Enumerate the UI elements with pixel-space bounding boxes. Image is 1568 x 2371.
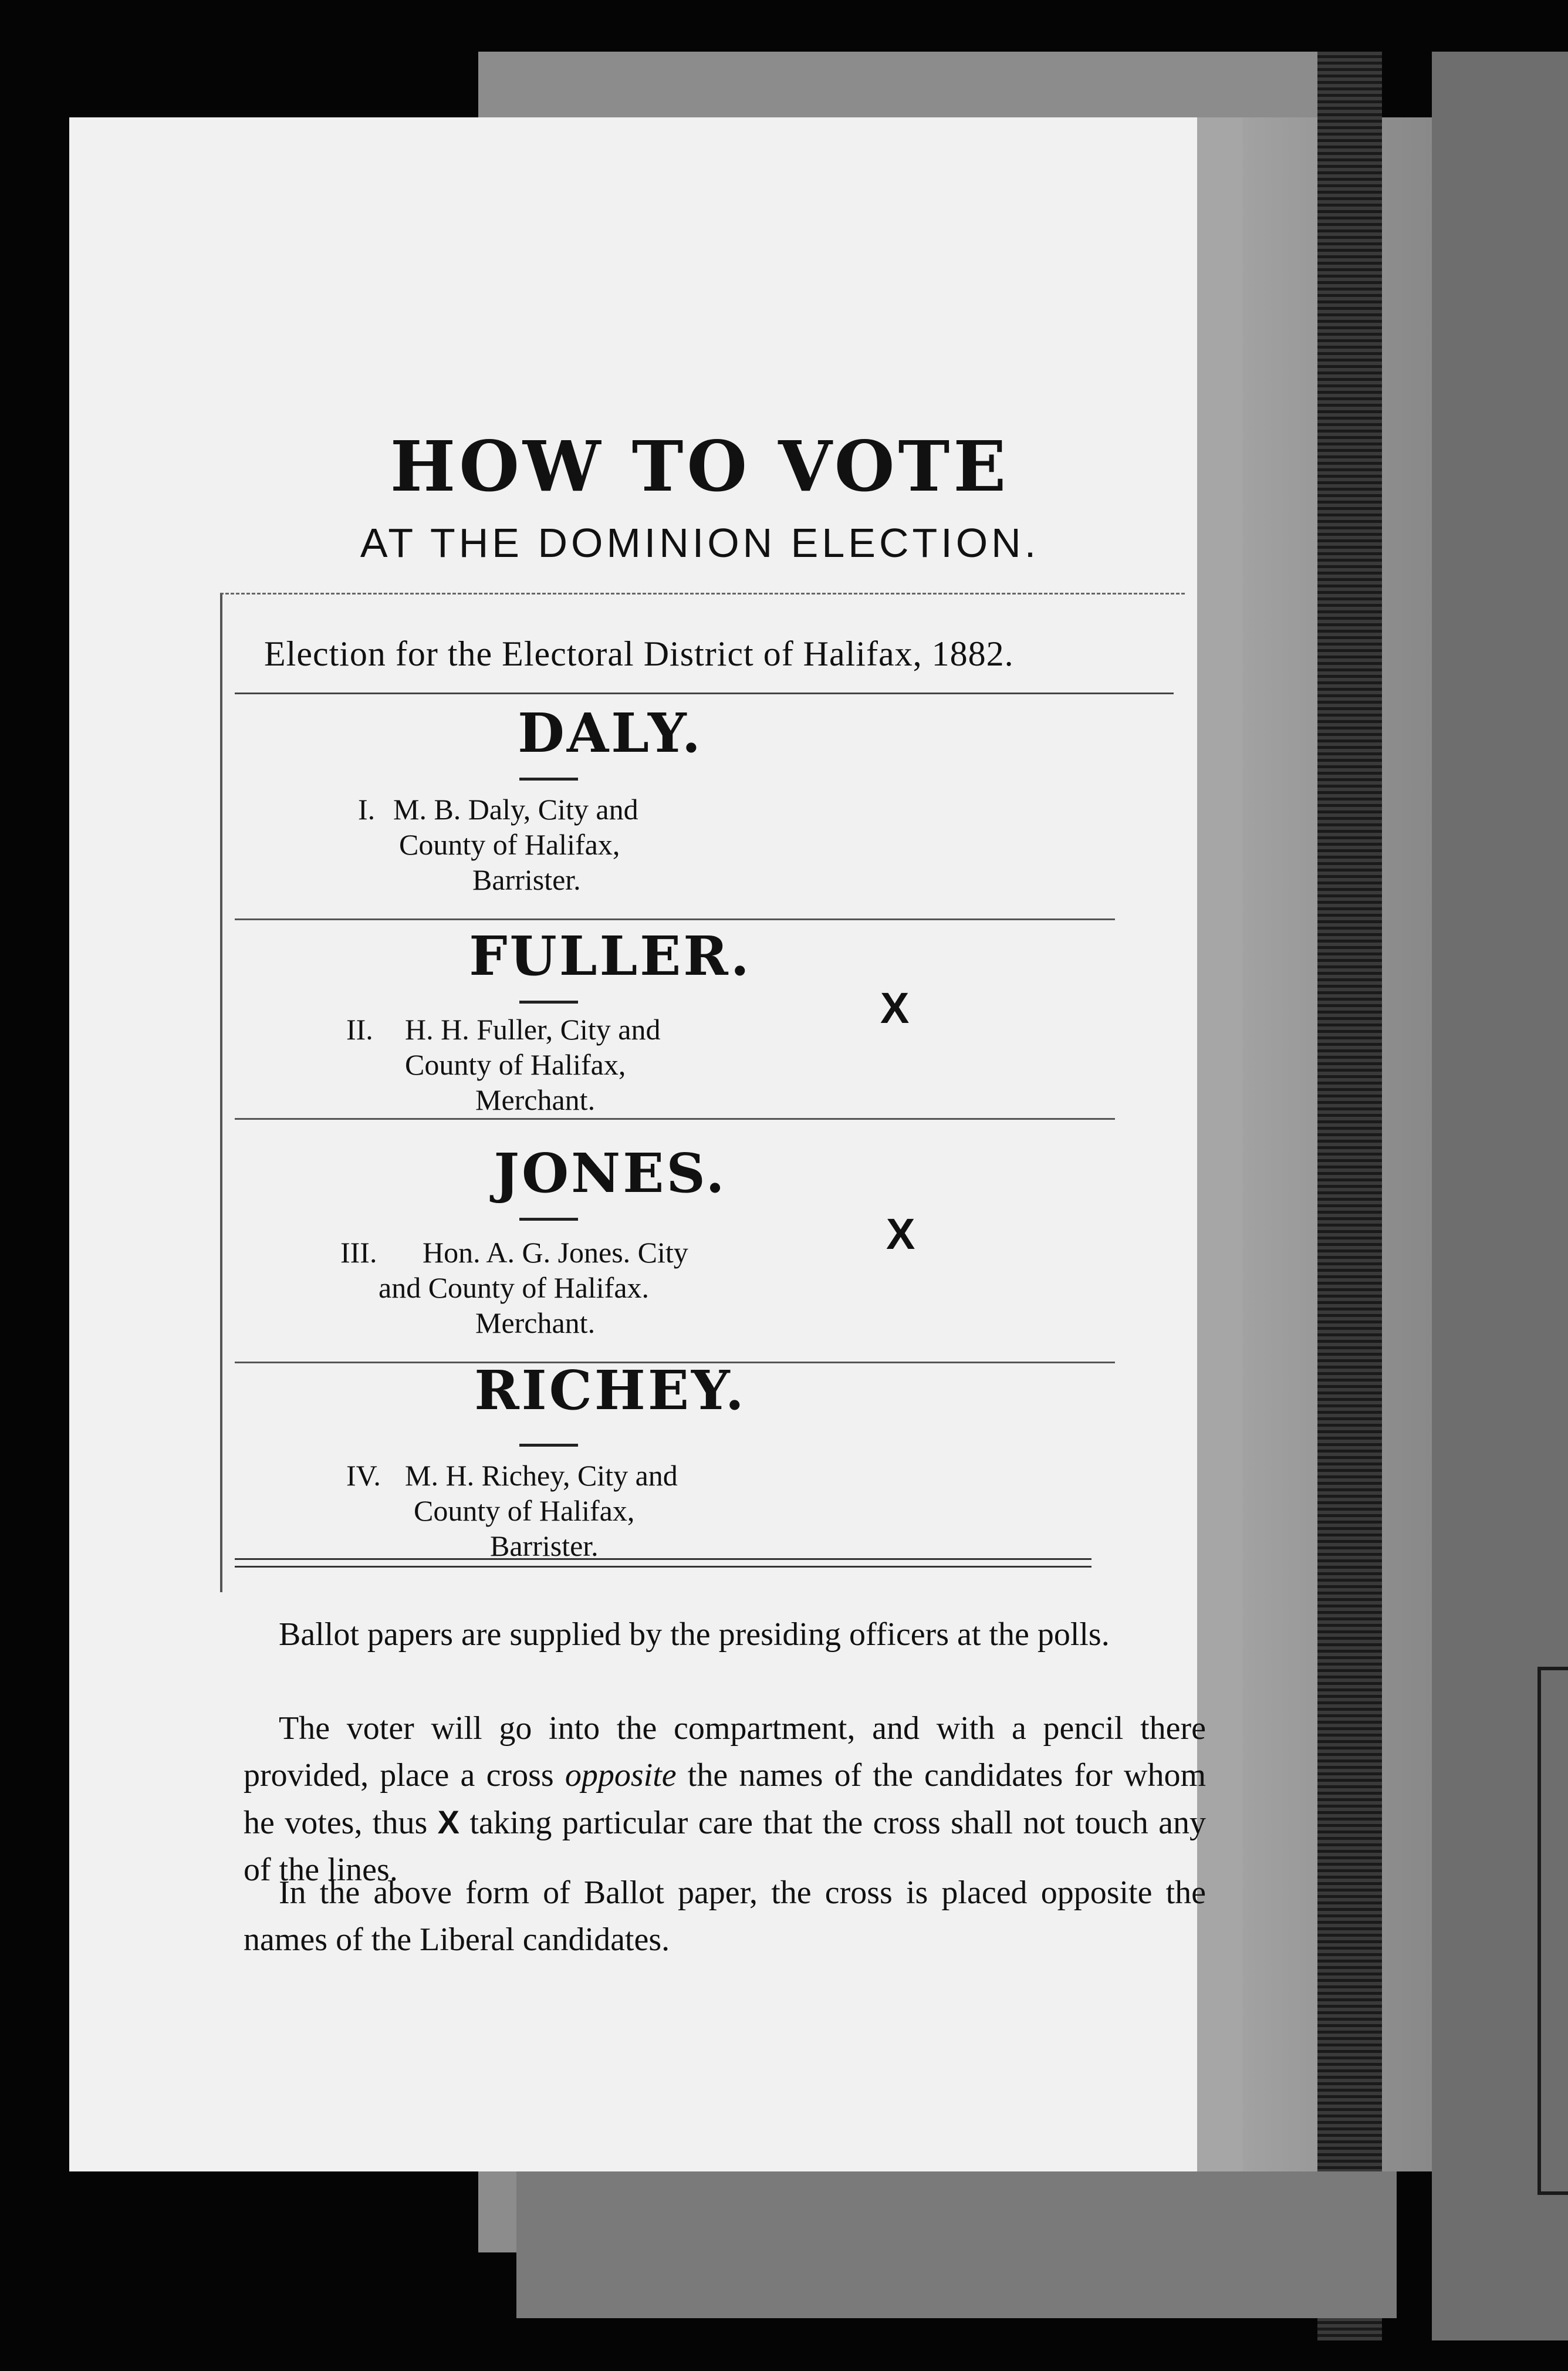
candidate-line: County of Halifax, bbox=[414, 1494, 635, 1527]
paragraph-text: the names of the candidates for whom he votes, thus bbox=[244, 1757, 1207, 1841]
candidate-line: Barrister. bbox=[472, 863, 581, 896]
candidate-line: M. H. Richey, City and bbox=[405, 1459, 678, 1492]
page-title: HOW TO VOTE bbox=[390, 425, 1010, 507]
cross-mark: X bbox=[880, 984, 910, 1032]
instructions-paragraph-1: Ballot papers are supplied by the presiding officers at the polls. bbox=[279, 1616, 1110, 1653]
paragraph-emphasis: opposite bbox=[565, 1757, 677, 1794]
instructions-paragraph-3: In the above form of Ballot paper, the cross is placed opposite the names of the Liberal candidates. bbox=[244, 1874, 1206, 1958]
page-subtitle: AT THE DOMINION ELECTION. bbox=[360, 520, 1040, 566]
candidate-numeral: III. bbox=[340, 1236, 377, 1269]
candidate-rule bbox=[519, 1001, 578, 1004]
candidate-separator bbox=[235, 1118, 1115, 1120]
candidate-surname: FULLER. bbox=[469, 924, 752, 988]
candidate-line: Barrister. bbox=[490, 1529, 599, 1562]
cross-mark: X bbox=[886, 1210, 915, 1258]
candidate-rule bbox=[519, 778, 578, 781]
candidate-line: M. B. Daly, City and bbox=[393, 793, 638, 826]
candidate-rule bbox=[519, 1444, 578, 1447]
right-sheet-frame bbox=[1537, 1667, 1568, 2195]
candidate-line: and County of Halifax. bbox=[379, 1271, 650, 1304]
candidate-line: Hon. A. G. Jones. City bbox=[423, 1236, 688, 1269]
paragraph-text: The voter will go into the compartment, and with a pencil there provided, place a cross bbox=[244, 1710, 1206, 1794]
candidate-numeral: I. bbox=[358, 793, 376, 826]
candidate-line: Merchant. bbox=[475, 1083, 596, 1116]
ballot-bottom-double-rule bbox=[235, 1558, 1091, 1568]
backing-dark-band bbox=[1317, 52, 1382, 2340]
candidate-line: County of Halifax, bbox=[405, 1048, 626, 1081]
candidate-surname: JONES. bbox=[494, 1141, 727, 1205]
cross-mark-inline: X bbox=[437, 1803, 460, 1840]
candidate-rule bbox=[519, 1218, 578, 1221]
candidate-numeral: II. bbox=[346, 1013, 373, 1046]
candidate-line: Merchant. bbox=[475, 1306, 596, 1339]
paragraph-text: taking particular care that the cross shall not touch any of the lines. bbox=[244, 1805, 1206, 1888]
district-rule bbox=[235, 693, 1174, 694]
bottom-board bbox=[516, 2171, 1397, 2318]
candidate-line: H. H. Fuller, City and bbox=[405, 1013, 661, 1046]
instructions-paragraph-2 bbox=[244, 1705, 1206, 1893]
district-heading: Election for the Electoral District of Halifax, 1882. bbox=[264, 634, 1014, 673]
candidate-surname: RICHEY. bbox=[474, 1359, 746, 1422]
candidate-numeral: IV. bbox=[346, 1459, 381, 1492]
candidate-line: County of Halifax, bbox=[399, 828, 620, 861]
candidate-surname: DALY. bbox=[518, 701, 703, 765]
candidate-separator bbox=[235, 918, 1115, 920]
